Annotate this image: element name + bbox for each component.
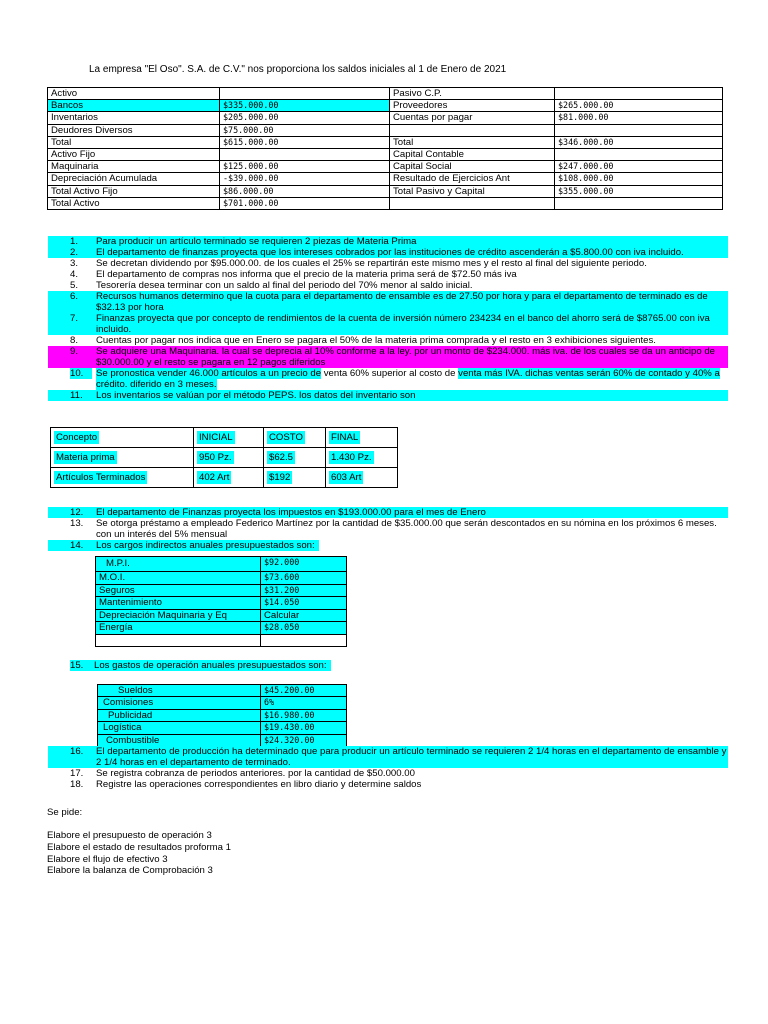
table-row — [96, 622, 347, 635]
column-header: FINAL — [331, 431, 359, 443]
table-row — [96, 572, 347, 585]
list-item: 15. Los gastos de operación anuales presupuestados son: — [70, 660, 331, 671]
table-cell — [261, 634, 347, 647]
list-item: 16. El departamento de producción ha determinado que para producir un artículo terminado se requieren 2 1/4 horas en el departamento de ensamble y 2 1/4 horas en el departamento de terminado. — [48, 746, 728, 768]
table-cell: 603 Art — [331, 471, 362, 483]
table-cell: $14.050 — [261, 597, 347, 610]
opening-balance-table — [47, 87, 723, 210]
table-cell: Total — [48, 136, 220, 148]
table-cell: $81.000.00 — [555, 112, 723, 124]
table-cell: Materia prima — [56, 451, 115, 463]
table-cell: Cuentas por pagar — [390, 112, 555, 124]
table-cell: 6% — [261, 697, 347, 709]
table-cell: Depreciación Maquinaria y Eq — [96, 609, 261, 622]
list-item: 11. Los inventarios se valúan por el método PEPS. los datos del inventario son — [48, 390, 728, 401]
table-row — [48, 197, 723, 209]
table-row — [98, 685, 347, 697]
table-cell: Combustible — [98, 734, 261, 746]
table-cell: Sueldos — [98, 685, 261, 697]
table-cell: $75.000.00 — [220, 124, 390, 136]
table-cell: Capital Contable — [390, 149, 555, 161]
table-row — [96, 584, 347, 597]
table-cell — [555, 149, 723, 161]
table-row — [48, 112, 723, 124]
table-cell: $92.000 — [261, 557, 347, 572]
inventory-table — [50, 427, 398, 488]
table-cell — [555, 197, 723, 209]
se-pide-list — [47, 830, 231, 877]
list-item: Elabore la balanza de Comprobación 3 — [47, 865, 213, 877]
list-item: 8. Cuentas por pagar nos indica que en Enero se pagara el 50% de la materia prima comprada y el resto en 3 exhibiciones siguientes. — [70, 335, 656, 346]
table-cell: $701.000.00 — [220, 197, 390, 209]
table-row — [98, 734, 347, 746]
table-cell: -$39.000.00 — [220, 173, 390, 185]
table-cell: Pasivo C.P. — [390, 88, 555, 100]
table-cell: Total Activo — [48, 197, 220, 209]
table-cell: Activo Fijo — [48, 149, 220, 161]
column-header: Concepto — [56, 431, 98, 443]
table-row — [96, 557, 347, 572]
table-row — [48, 136, 723, 148]
table-row — [48, 161, 723, 173]
table-cell: Depreciación Acumulada — [48, 173, 220, 185]
column-header: INICIAL — [199, 431, 233, 443]
table-cell: M.O.I. — [96, 572, 261, 585]
indirect-costs-table — [95, 556, 347, 647]
table-cell: $265.000.00 — [555, 100, 723, 112]
table-cell: Publicidad — [98, 709, 261, 721]
list-item: 9. Se adquiere una Maquinaria. la cual se deprecia al 10% conforme a la ley. por un monto de $234.000. más iva. de los cuales se da un anticipo de $30.000.00 y el resto se pagara en 12 pagos diferidos — [48, 346, 728, 368]
list-item: 7. Finanzas proyecta que por concepto de rendimientos de la cuenta de inversión número 234234 en el banco del ahorro será de $8765.00 con iva incluido. — [48, 313, 728, 335]
table-cell: $247.000.00 — [555, 161, 723, 173]
list-item: 10. Se pronostica vender 46.000 artículos a un precio de venta 60% superior al costo de venta más IVA. dichas ventas serán 60% de contado y 40% a crédito. diferido en 3 meses. — [70, 368, 720, 390]
table-row — [98, 697, 347, 709]
table-cell: $19.430.00 — [261, 722, 347, 734]
instructions-list-b — [48, 507, 728, 552]
operating-expenses-table — [97, 684, 347, 747]
table-cell: Comisiones — [98, 697, 261, 709]
table-cell: Total — [390, 136, 555, 148]
instructions-list-c — [48, 746, 728, 790]
table-row — [96, 609, 347, 622]
table-row — [48, 185, 723, 197]
table-cell: $346.000.00 — [555, 136, 723, 148]
table-cell: Maquinaria — [48, 161, 220, 173]
table-cell: Logística — [98, 722, 261, 734]
list-item: 13. Se otorga préstamo a empleado Federico Martínez por la cantidad de $35.000.00 que serán descontados en su nómina en los próximos 6 meses. con un interés del 5% mensual — [70, 518, 717, 540]
table-cell: $125.000.00 — [220, 161, 390, 173]
table-cell: Deudores Diversos — [48, 124, 220, 136]
column-header: COSTO — [269, 431, 303, 443]
table-cell: Energía — [96, 622, 261, 635]
table-cell: Seguros — [96, 584, 261, 597]
list-item: 12. El departamento de Finanzas proyecta los impuestos en $193.000.00 para el mes de Enero — [48, 507, 728, 518]
table-cell: $205.000.00 — [220, 112, 390, 124]
intro-text: La empresa "El Oso". S.A. de C.V." nos proporciona los saldos iniciales al 1 de Enero de 2021 — [89, 64, 507, 75]
table-cell: Artículos Terminados — [56, 471, 146, 483]
table-cell: $73.600 — [261, 572, 347, 585]
table-header-row — [51, 428, 398, 448]
list-item: 5. Tesorería desea terminar con un saldo al final del periodo del 70% menor al saldo inicial. — [70, 280, 473, 291]
table-row — [51, 448, 398, 468]
table-row — [48, 88, 723, 100]
table-row — [98, 722, 347, 734]
list-item: 6. Recursos humanos determino que la cuota para el departamento de ensamble es de 27.50 por hora y para el departamento de terminado es de $32.13 por hora — [48, 291, 728, 313]
table-cell: $24.320.00 — [261, 734, 347, 746]
table-cell: $355.000.00 — [555, 185, 723, 197]
table-row — [96, 634, 347, 647]
table-cell: Calcular — [261, 609, 347, 622]
table-cell: $62.5 — [269, 451, 294, 463]
table-row — [48, 173, 723, 185]
table-cell: Total Pasivo y Capital — [390, 185, 555, 197]
table-row — [48, 149, 723, 161]
table-cell — [220, 88, 390, 100]
table-cell: $335.000.00 — [220, 100, 390, 112]
instructions-list-a — [48, 236, 728, 401]
table-cell: $16.980.00 — [261, 709, 347, 721]
table-row — [48, 100, 723, 112]
list-item: Elabore el estado de resultados proforma 1 — [47, 841, 231, 853]
table-cell: 402 Art — [199, 471, 230, 483]
table-cell: 950 Pz. — [199, 451, 232, 463]
table-cell — [220, 149, 390, 161]
list-item: 2. El departamento de finanzas proyecta que los intereses cobrados por las instituciones de crédito ascenderán a $5.800.00 con iva incluido. — [48, 247, 728, 258]
table-cell: Mantenimiento — [96, 597, 261, 610]
table-cell — [555, 88, 723, 100]
list-item: 18. Registre las operaciones correspondientes en libro diario y determine saldos — [70, 779, 422, 790]
table-cell: Bancos — [48, 100, 220, 112]
table-row — [51, 468, 398, 488]
table-cell: Resultado de Ejercicios Ant — [390, 173, 555, 185]
table-cell — [555, 124, 723, 136]
list-item: 3. Se decretan dividendo por $95.000.00. de los cuales el 25% se repartirán este mismo mes y el resto al final del siguiente periodo. — [70, 258, 647, 269]
list-item: Elabore el presupuesto de operación 3 — [47, 830, 212, 841]
list-item: 14. Los cargos indirectos anuales presupuestados son: — [48, 540, 319, 551]
table-cell: Total Activo Fijo — [48, 185, 220, 197]
table-cell: $28.050 — [261, 622, 347, 635]
table-cell — [390, 124, 555, 136]
table-cell: Capital Social — [390, 161, 555, 173]
table-cell — [96, 634, 261, 647]
table-cell: $108.000.00 — [555, 173, 723, 185]
table-cell: $192 — [269, 471, 291, 483]
table-row — [48, 124, 723, 136]
table-cell: Activo — [48, 88, 220, 100]
list-item: 1. Para producir un artículo terminado se requieren 2 piezas de Materia Prima — [48, 236, 728, 247]
table-cell: $31.200 — [261, 584, 347, 597]
list-item: Elabore el flujo de efectivo 3 — [47, 853, 168, 865]
table-cell: $45.200.00 — [261, 685, 347, 697]
table-cell: 1.430 Pz. — [331, 451, 372, 463]
table-row — [98, 709, 347, 721]
table-cell: Inventarios — [48, 112, 220, 124]
table-cell: Proveedores — [390, 100, 555, 112]
table-row — [96, 597, 347, 610]
table-cell: M.P.I. — [96, 557, 261, 572]
table-cell: $86.000.00 — [220, 185, 390, 197]
list-item: 4. El departamento de compras nos informa que el precio de la materia prima será de $72.50 más iva — [70, 269, 517, 280]
table-cell: $615.000.00 — [220, 136, 390, 148]
list-item: 17. Se registra cobranza de periodos anteriores. por la cantidad de $50.000.00 — [70, 768, 415, 779]
table-cell — [390, 197, 555, 209]
se-pide-label: Se pide: — [47, 807, 83, 818]
